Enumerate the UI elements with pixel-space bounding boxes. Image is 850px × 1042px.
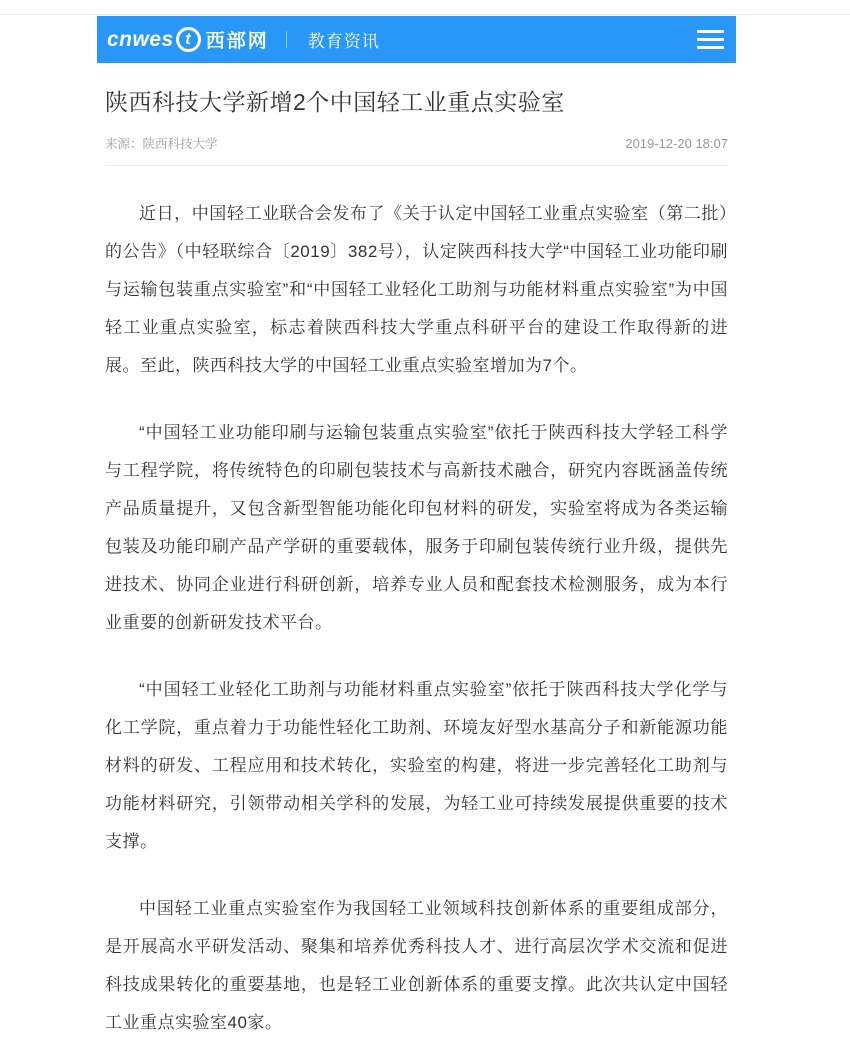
article-source <box>105 134 218 152</box>
article-datetime: 2019-12-20 18:07 <box>625 136 728 152</box>
article-paragraph: 中国轻工业重点实验室作为我国轻工业领域科技创新体系的重要组成部分，是开展高水平研发活动、聚集和培养优秀科技人才、进行高层次学术交流和促进科技成果转化的重要基地，也是轻工业创新体系的重要支撑。此次共认定中国轻工业重点实验室40家。 <box>105 899 728 1033</box>
hamburger-menu-icon[interactable] <box>695 26 726 53</box>
article <box>97 87 736 1042</box>
site-logo[interactable] <box>107 26 269 53</box>
source-label: 来源： <box>105 137 143 152</box>
hamburger-bar <box>697 46 724 49</box>
page-top-rule <box>0 14 850 15</box>
hamburger-bar <box>697 38 724 41</box>
logo-chinese-text: 西部网 <box>205 31 269 52</box>
article-paragraph: 近日，中国轻工业联合会发布了《关于认定中国轻工业重点实验室（第二批）的公告》（中轻联综合〔2019〕382号），认定陕西科技大学“中国轻工业功能印刷与运输包装重点实验室”和“中国轻工业轻化工助剂与功能材料重点实验室”为中国轻工业重点实验室，标志着陕西科技大学重点科研平台的建设工作取得新的进展。至此，陕西科技大学的中国轻工业重点实验室增加为7个。 <box>105 204 728 376</box>
channel-link-education[interactable]: 教育资讯 <box>307 32 380 51</box>
logo-latin-text: cnwes t <box>107 27 201 52</box>
source-name: 陕西科技大学 <box>142 137 218 152</box>
article-title: 陕西科技大学新增2个中国轻工业重点实验室 <box>105 89 565 115</box>
logo-t-swoosh-icon: t <box>176 27 201 52</box>
article-meta-row <box>105 134 728 152</box>
header-vertical-divider <box>286 31 287 48</box>
article-paragraph: “中国轻工业功能印刷与运输包装重点实验室”依托于陕西科技大学轻工科学与工程学院，将传统特色的印刷包装技术与高新技术融合，研究内容既涵盖传统产品质量提升，又包含新型智能功能化印包材料的研发，实验室将成为各类运输包装及功能印刷产品产学研的重要载体，服务于印刷包装传统行业升级，提供先进技术、协同企业进行科研创新，培养专业人员和配套技术检测服务，成为本行业重要的创新研发技术平台。 <box>105 423 728 633</box>
content-column <box>97 0 736 1042</box>
site-header <box>97 16 736 63</box>
article-paragraph: “中国轻工业轻化工助剂与功能材料重点实验室”依托于陕西科技大学化学与化工学院，重点着力于功能性轻化工助剂、环境友好型水基高分子和新能源功能材料的研发、工程应用和技术转化，实验室的构建，将进一步完善轻化工助剂与功能材料研究，引领带动相关学科的发展，为轻工业可持续发展提供重要的技术支撑。 <box>105 680 728 852</box>
meta-divider <box>105 165 728 166</box>
article-body <box>105 195 728 1042</box>
hamburger-bar <box>697 30 724 33</box>
